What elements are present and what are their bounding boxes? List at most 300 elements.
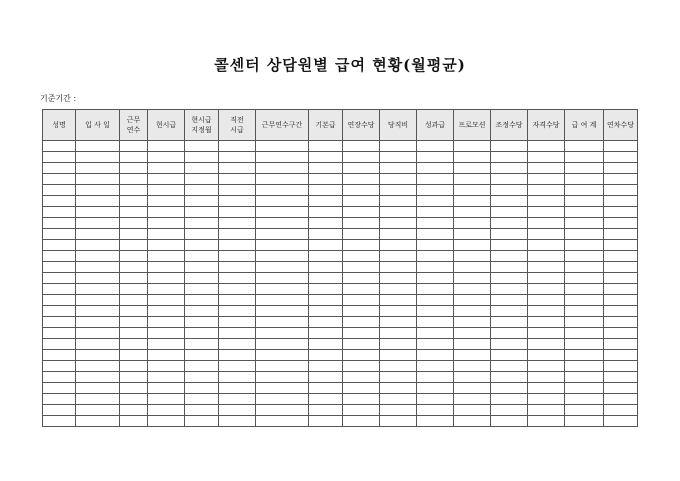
table-cell[interactable] bbox=[454, 328, 491, 339]
table-cell[interactable] bbox=[417, 361, 454, 372]
table-cell[interactable] bbox=[219, 251, 256, 262]
table-cell[interactable] bbox=[219, 185, 256, 196]
table-cell[interactable] bbox=[309, 405, 343, 416]
table-cell[interactable] bbox=[120, 218, 148, 229]
table-cell[interactable] bbox=[76, 251, 120, 262]
table-cell[interactable] bbox=[417, 416, 454, 427]
table-cell[interactable] bbox=[309, 284, 343, 295]
table-cell[interactable] bbox=[343, 174, 380, 185]
table-cell[interactable] bbox=[309, 416, 343, 427]
table-cell[interactable] bbox=[185, 361, 219, 372]
table-cell[interactable] bbox=[565, 284, 604, 295]
table-cell[interactable] bbox=[454, 207, 491, 218]
table-cell[interactable] bbox=[120, 405, 148, 416]
table-cell[interactable] bbox=[380, 174, 417, 185]
table-cell[interactable] bbox=[417, 328, 454, 339]
table-cell[interactable] bbox=[491, 306, 528, 317]
table-cell[interactable] bbox=[309, 317, 343, 328]
table-cell[interactable] bbox=[565, 317, 604, 328]
table-cell[interactable] bbox=[343, 262, 380, 273]
table-cell[interactable] bbox=[491, 240, 528, 251]
table-cell[interactable] bbox=[148, 405, 185, 416]
table-cell[interactable] bbox=[565, 394, 604, 405]
table-cell[interactable] bbox=[148, 295, 185, 306]
table-cell[interactable] bbox=[604, 141, 638, 152]
table-cell[interactable] bbox=[528, 163, 565, 174]
table-cell[interactable] bbox=[185, 174, 219, 185]
table-cell[interactable] bbox=[565, 185, 604, 196]
table-cell[interactable] bbox=[604, 394, 638, 405]
table-cell[interactable] bbox=[417, 317, 454, 328]
table-cell[interactable] bbox=[256, 273, 309, 284]
table-cell[interactable] bbox=[491, 251, 528, 262]
table-cell[interactable] bbox=[380, 361, 417, 372]
table-cell[interactable] bbox=[256, 383, 309, 394]
table-cell[interactable] bbox=[148, 306, 185, 317]
table-cell[interactable] bbox=[528, 416, 565, 427]
table-cell[interactable] bbox=[43, 295, 76, 306]
table-cell[interactable] bbox=[185, 141, 219, 152]
table-cell[interactable] bbox=[343, 383, 380, 394]
table-cell[interactable] bbox=[148, 339, 185, 350]
table-cell[interactable] bbox=[76, 339, 120, 350]
table-cell[interactable] bbox=[380, 339, 417, 350]
table-cell[interactable] bbox=[565, 383, 604, 394]
table-cell[interactable] bbox=[43, 229, 76, 240]
table-cell[interactable] bbox=[491, 229, 528, 240]
table-cell[interactable] bbox=[343, 196, 380, 207]
table-cell[interactable] bbox=[528, 328, 565, 339]
table-cell[interactable] bbox=[309, 295, 343, 306]
table-cell[interactable] bbox=[380, 306, 417, 317]
table-cell[interactable] bbox=[343, 416, 380, 427]
table-cell[interactable] bbox=[76, 240, 120, 251]
table-cell[interactable] bbox=[185, 416, 219, 427]
table-cell[interactable] bbox=[256, 240, 309, 251]
table-cell[interactable] bbox=[604, 240, 638, 251]
table-cell[interactable] bbox=[528, 240, 565, 251]
table-cell[interactable] bbox=[491, 394, 528, 405]
table-cell[interactable] bbox=[76, 284, 120, 295]
table-cell[interactable] bbox=[604, 152, 638, 163]
table-cell[interactable] bbox=[219, 229, 256, 240]
table-cell[interactable] bbox=[528, 317, 565, 328]
table-cell[interactable] bbox=[565, 361, 604, 372]
table-cell[interactable] bbox=[565, 240, 604, 251]
table-cell[interactable] bbox=[491, 152, 528, 163]
table-cell[interactable] bbox=[565, 141, 604, 152]
table-cell[interactable] bbox=[491, 163, 528, 174]
table-cell[interactable] bbox=[256, 328, 309, 339]
table-cell[interactable] bbox=[528, 394, 565, 405]
table-cell[interactable] bbox=[528, 295, 565, 306]
table-cell[interactable] bbox=[76, 317, 120, 328]
table-cell[interactable] bbox=[148, 394, 185, 405]
table-cell[interactable] bbox=[120, 141, 148, 152]
table-cell[interactable] bbox=[604, 339, 638, 350]
table-cell[interactable] bbox=[120, 350, 148, 361]
table-cell[interactable] bbox=[343, 251, 380, 262]
table-cell[interactable] bbox=[343, 207, 380, 218]
table-cell[interactable] bbox=[380, 229, 417, 240]
table-cell[interactable] bbox=[309, 174, 343, 185]
table-cell[interactable] bbox=[185, 163, 219, 174]
table-cell[interactable] bbox=[120, 328, 148, 339]
table-cell[interactable] bbox=[380, 295, 417, 306]
table-cell[interactable] bbox=[604, 174, 638, 185]
table-cell[interactable] bbox=[219, 273, 256, 284]
table-cell[interactable] bbox=[309, 141, 343, 152]
table-cell[interactable] bbox=[185, 196, 219, 207]
table-cell[interactable] bbox=[120, 295, 148, 306]
table-cell[interactable] bbox=[309, 372, 343, 383]
table-cell[interactable] bbox=[256, 361, 309, 372]
table-cell[interactable] bbox=[309, 339, 343, 350]
table-cell[interactable] bbox=[256, 229, 309, 240]
table-cell[interactable] bbox=[76, 372, 120, 383]
table-cell[interactable] bbox=[604, 163, 638, 174]
table-cell[interactable] bbox=[491, 141, 528, 152]
table-cell[interactable] bbox=[76, 196, 120, 207]
table-cell[interactable] bbox=[256, 405, 309, 416]
table-cell[interactable] bbox=[417, 394, 454, 405]
table-cell[interactable] bbox=[76, 328, 120, 339]
table-cell[interactable] bbox=[604, 207, 638, 218]
table-cell[interactable] bbox=[380, 196, 417, 207]
table-cell[interactable] bbox=[219, 306, 256, 317]
table-cell[interactable] bbox=[43, 262, 76, 273]
table-cell[interactable] bbox=[148, 361, 185, 372]
table-cell[interactable] bbox=[219, 339, 256, 350]
table-cell[interactable] bbox=[343, 295, 380, 306]
table-cell[interactable] bbox=[565, 273, 604, 284]
table-cell[interactable] bbox=[343, 141, 380, 152]
table-cell[interactable] bbox=[491, 328, 528, 339]
table-cell[interactable] bbox=[417, 240, 454, 251]
table-cell[interactable] bbox=[491, 273, 528, 284]
table-cell[interactable] bbox=[185, 284, 219, 295]
table-cell[interactable] bbox=[43, 405, 76, 416]
table-cell[interactable] bbox=[565, 328, 604, 339]
table-cell[interactable] bbox=[185, 262, 219, 273]
table-cell[interactable] bbox=[185, 328, 219, 339]
table-cell[interactable] bbox=[491, 218, 528, 229]
table-cell[interactable] bbox=[256, 306, 309, 317]
table-cell[interactable] bbox=[565, 262, 604, 273]
table-cell[interactable] bbox=[604, 416, 638, 427]
table-cell[interactable] bbox=[491, 284, 528, 295]
table-cell[interactable] bbox=[343, 240, 380, 251]
table-cell[interactable] bbox=[565, 339, 604, 350]
table-cell[interactable] bbox=[76, 207, 120, 218]
table-cell[interactable] bbox=[76, 405, 120, 416]
table-cell[interactable] bbox=[604, 262, 638, 273]
table-cell[interactable] bbox=[454, 284, 491, 295]
table-cell[interactable] bbox=[309, 207, 343, 218]
table-cell[interactable] bbox=[120, 185, 148, 196]
table-cell[interactable] bbox=[219, 361, 256, 372]
table-cell[interactable] bbox=[76, 174, 120, 185]
table-cell[interactable] bbox=[256, 185, 309, 196]
table-cell[interactable] bbox=[76, 383, 120, 394]
table-cell[interactable] bbox=[417, 174, 454, 185]
table-cell[interactable] bbox=[417, 383, 454, 394]
table-cell[interactable] bbox=[219, 383, 256, 394]
table-cell[interactable] bbox=[604, 350, 638, 361]
table-cell[interactable] bbox=[604, 328, 638, 339]
table-cell[interactable] bbox=[491, 207, 528, 218]
table-cell[interactable] bbox=[219, 394, 256, 405]
table-cell[interactable] bbox=[148, 317, 185, 328]
table-cell[interactable] bbox=[417, 196, 454, 207]
table-cell[interactable] bbox=[256, 196, 309, 207]
table-cell[interactable] bbox=[380, 317, 417, 328]
table-cell[interactable] bbox=[256, 141, 309, 152]
table-cell[interactable] bbox=[185, 152, 219, 163]
table-cell[interactable] bbox=[43, 284, 76, 295]
table-cell[interactable] bbox=[343, 394, 380, 405]
table-cell[interactable] bbox=[417, 372, 454, 383]
table-cell[interactable] bbox=[565, 295, 604, 306]
table-cell[interactable] bbox=[454, 405, 491, 416]
table-cell[interactable] bbox=[185, 372, 219, 383]
table-cell[interactable] bbox=[43, 185, 76, 196]
table-cell[interactable] bbox=[148, 251, 185, 262]
table-cell[interactable] bbox=[380, 416, 417, 427]
table-cell[interactable] bbox=[454, 394, 491, 405]
table-cell[interactable] bbox=[76, 416, 120, 427]
table-cell[interactable] bbox=[43, 273, 76, 284]
table-cell[interactable] bbox=[185, 339, 219, 350]
table-cell[interactable] bbox=[43, 251, 76, 262]
table-cell[interactable] bbox=[43, 141, 76, 152]
table-cell[interactable] bbox=[309, 306, 343, 317]
table-cell[interactable] bbox=[417, 229, 454, 240]
table-cell[interactable] bbox=[565, 152, 604, 163]
table-cell[interactable] bbox=[491, 339, 528, 350]
table-cell[interactable] bbox=[219, 152, 256, 163]
table-cell[interactable] bbox=[528, 218, 565, 229]
table-cell[interactable] bbox=[76, 295, 120, 306]
table-cell[interactable] bbox=[604, 284, 638, 295]
table-cell[interactable] bbox=[417, 185, 454, 196]
table-cell[interactable] bbox=[219, 405, 256, 416]
table-cell[interactable] bbox=[148, 240, 185, 251]
table-cell[interactable] bbox=[417, 218, 454, 229]
table-cell[interactable] bbox=[454, 251, 491, 262]
table-cell[interactable] bbox=[565, 163, 604, 174]
table-cell[interactable] bbox=[120, 317, 148, 328]
table-cell[interactable] bbox=[148, 207, 185, 218]
table-cell[interactable] bbox=[309, 394, 343, 405]
table-cell[interactable] bbox=[491, 317, 528, 328]
table-cell[interactable] bbox=[454, 163, 491, 174]
table-cell[interactable] bbox=[219, 196, 256, 207]
table-cell[interactable] bbox=[528, 229, 565, 240]
table-cell[interactable] bbox=[148, 196, 185, 207]
table-cell[interactable] bbox=[343, 229, 380, 240]
table-cell[interactable] bbox=[148, 372, 185, 383]
table-cell[interactable] bbox=[148, 262, 185, 273]
table-cell[interactable] bbox=[604, 229, 638, 240]
table-cell[interactable] bbox=[491, 383, 528, 394]
table-cell[interactable] bbox=[528, 185, 565, 196]
table-cell[interactable] bbox=[380, 240, 417, 251]
table-cell[interactable] bbox=[454, 141, 491, 152]
table-cell[interactable] bbox=[43, 372, 76, 383]
table-cell[interactable] bbox=[256, 416, 309, 427]
table-cell[interactable] bbox=[565, 416, 604, 427]
table-cell[interactable] bbox=[565, 174, 604, 185]
table-cell[interactable] bbox=[309, 273, 343, 284]
table-cell[interactable] bbox=[417, 339, 454, 350]
table-cell[interactable] bbox=[343, 372, 380, 383]
table-cell[interactable] bbox=[120, 174, 148, 185]
table-cell[interactable] bbox=[528, 262, 565, 273]
table-cell[interactable] bbox=[76, 262, 120, 273]
table-cell[interactable] bbox=[43, 394, 76, 405]
table-cell[interactable] bbox=[148, 152, 185, 163]
table-cell[interactable] bbox=[43, 339, 76, 350]
table-cell[interactable] bbox=[309, 383, 343, 394]
table-cell[interactable] bbox=[565, 405, 604, 416]
table-cell[interactable] bbox=[343, 273, 380, 284]
table-cell[interactable] bbox=[219, 284, 256, 295]
table-cell[interactable] bbox=[380, 251, 417, 262]
table-cell[interactable] bbox=[76, 306, 120, 317]
table-cell[interactable] bbox=[528, 152, 565, 163]
table-cell[interactable] bbox=[417, 141, 454, 152]
table-cell[interactable] bbox=[256, 207, 309, 218]
table-cell[interactable] bbox=[148, 163, 185, 174]
table-cell[interactable] bbox=[491, 350, 528, 361]
table-cell[interactable] bbox=[380, 262, 417, 273]
table-cell[interactable] bbox=[454, 416, 491, 427]
table-cell[interactable] bbox=[454, 317, 491, 328]
table-cell[interactable] bbox=[454, 185, 491, 196]
table-cell[interactable] bbox=[309, 229, 343, 240]
table-cell[interactable] bbox=[528, 174, 565, 185]
table-cell[interactable] bbox=[343, 328, 380, 339]
table-cell[interactable] bbox=[309, 163, 343, 174]
table-cell[interactable] bbox=[185, 229, 219, 240]
table-cell[interactable] bbox=[256, 174, 309, 185]
table-cell[interactable] bbox=[120, 251, 148, 262]
table-cell[interactable] bbox=[491, 405, 528, 416]
table-cell[interactable] bbox=[120, 383, 148, 394]
table-cell[interactable] bbox=[491, 196, 528, 207]
table-cell[interactable] bbox=[148, 350, 185, 361]
table-cell[interactable] bbox=[43, 350, 76, 361]
table-cell[interactable] bbox=[309, 328, 343, 339]
table-cell[interactable] bbox=[309, 262, 343, 273]
table-cell[interactable] bbox=[76, 163, 120, 174]
table-cell[interactable] bbox=[604, 306, 638, 317]
table-cell[interactable] bbox=[380, 152, 417, 163]
table-cell[interactable] bbox=[120, 394, 148, 405]
table-cell[interactable] bbox=[76, 218, 120, 229]
table-cell[interactable] bbox=[565, 251, 604, 262]
table-cell[interactable] bbox=[565, 207, 604, 218]
table-cell[interactable] bbox=[120, 262, 148, 273]
table-cell[interactable] bbox=[256, 317, 309, 328]
table-cell[interactable] bbox=[417, 207, 454, 218]
table-cell[interactable] bbox=[120, 284, 148, 295]
table-cell[interactable] bbox=[219, 262, 256, 273]
table-cell[interactable] bbox=[343, 185, 380, 196]
table-cell[interactable] bbox=[380, 207, 417, 218]
table-cell[interactable] bbox=[565, 196, 604, 207]
table-cell[interactable] bbox=[76, 141, 120, 152]
table-cell[interactable] bbox=[43, 383, 76, 394]
table-cell[interactable] bbox=[528, 361, 565, 372]
table-cell[interactable] bbox=[604, 185, 638, 196]
table-cell[interactable] bbox=[256, 251, 309, 262]
table-cell[interactable] bbox=[454, 350, 491, 361]
table-cell[interactable] bbox=[491, 174, 528, 185]
table-cell[interactable] bbox=[309, 350, 343, 361]
table-cell[interactable] bbox=[380, 141, 417, 152]
table-cell[interactable] bbox=[120, 273, 148, 284]
table-cell[interactable] bbox=[604, 361, 638, 372]
table-cell[interactable] bbox=[148, 185, 185, 196]
table-cell[interactable] bbox=[148, 218, 185, 229]
table-cell[interactable] bbox=[256, 152, 309, 163]
table-cell[interactable] bbox=[185, 185, 219, 196]
table-cell[interactable] bbox=[256, 295, 309, 306]
table-cell[interactable] bbox=[309, 196, 343, 207]
table-cell[interactable] bbox=[454, 174, 491, 185]
table-cell[interactable] bbox=[528, 196, 565, 207]
table-cell[interactable] bbox=[491, 361, 528, 372]
table-cell[interactable] bbox=[256, 218, 309, 229]
table-cell[interactable] bbox=[417, 163, 454, 174]
table-cell[interactable] bbox=[256, 339, 309, 350]
table-cell[interactable] bbox=[417, 284, 454, 295]
table-cell[interactable] bbox=[417, 306, 454, 317]
table-cell[interactable] bbox=[454, 196, 491, 207]
table-cell[interactable] bbox=[528, 339, 565, 350]
table-cell[interactable] bbox=[120, 229, 148, 240]
table-cell[interactable] bbox=[148, 416, 185, 427]
table-cell[interactable] bbox=[148, 383, 185, 394]
table-cell[interactable] bbox=[528, 350, 565, 361]
table-cell[interactable] bbox=[219, 350, 256, 361]
table-cell[interactable] bbox=[120, 361, 148, 372]
table-cell[interactable] bbox=[528, 207, 565, 218]
table-cell[interactable] bbox=[454, 361, 491, 372]
table-cell[interactable] bbox=[380, 218, 417, 229]
table-cell[interactable] bbox=[565, 218, 604, 229]
table-cell[interactable] bbox=[380, 350, 417, 361]
table-cell[interactable] bbox=[256, 262, 309, 273]
table-cell[interactable] bbox=[185, 394, 219, 405]
table-cell[interactable] bbox=[343, 284, 380, 295]
table-cell[interactable] bbox=[380, 383, 417, 394]
table-cell[interactable] bbox=[185, 317, 219, 328]
table-cell[interactable] bbox=[120, 196, 148, 207]
table-cell[interactable] bbox=[454, 383, 491, 394]
table-cell[interactable] bbox=[256, 372, 309, 383]
table-cell[interactable] bbox=[120, 372, 148, 383]
table-cell[interactable] bbox=[604, 317, 638, 328]
table-cell[interactable] bbox=[120, 240, 148, 251]
table-cell[interactable] bbox=[309, 361, 343, 372]
table-cell[interactable] bbox=[491, 372, 528, 383]
table-cell[interactable] bbox=[491, 416, 528, 427]
table-cell[interactable] bbox=[604, 251, 638, 262]
table-cell[interactable] bbox=[380, 405, 417, 416]
